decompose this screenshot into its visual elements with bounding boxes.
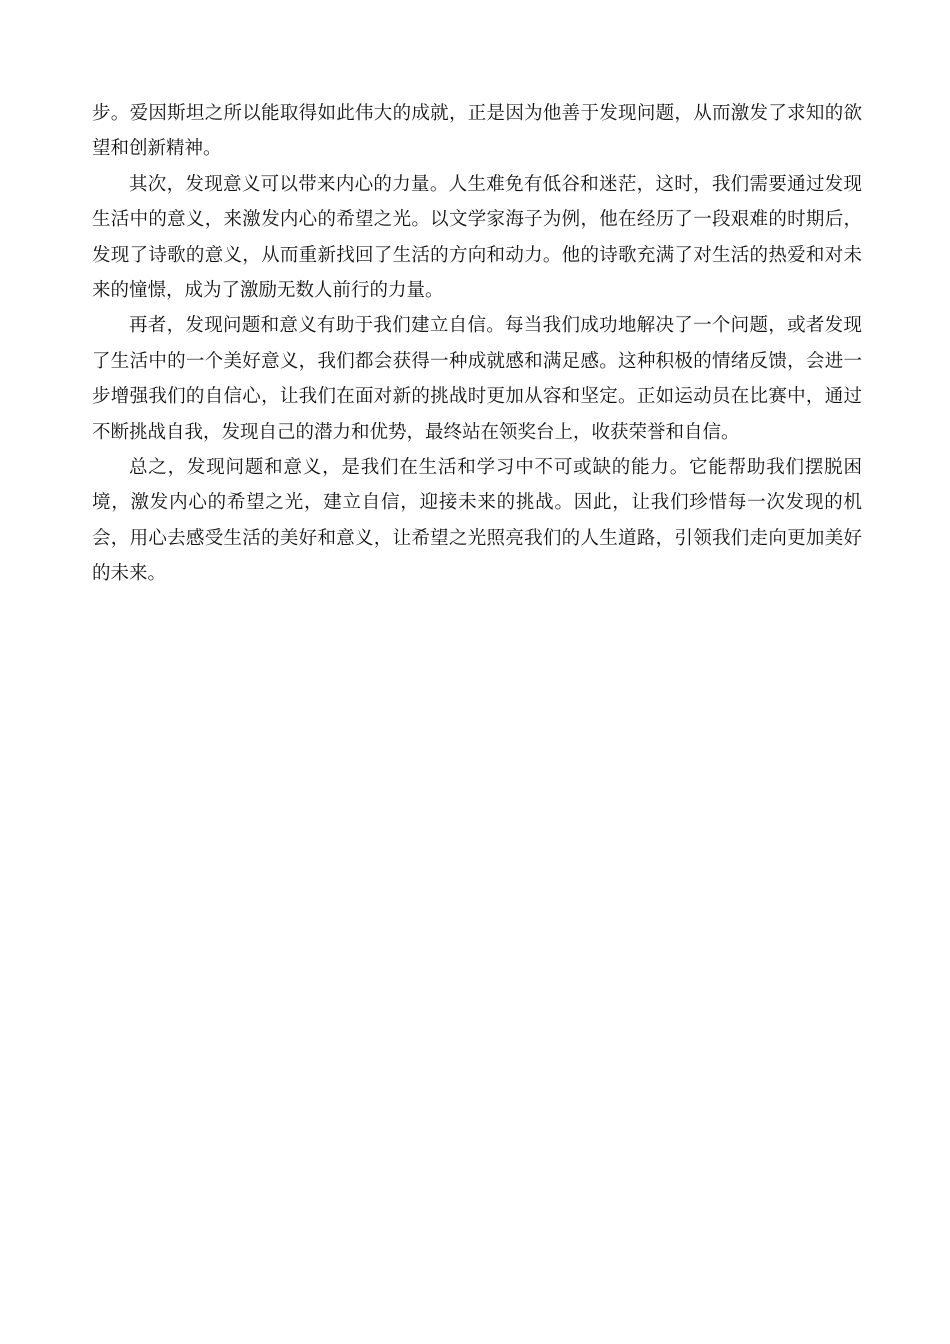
document-body [92, 96, 862, 592]
paragraph-confidence: 再者，发现问题和意义有助于我们建立自信。每当我们成功地解决了一个问题，或者发现了生活中的一个美好意义，我们都会获得一种成就感和满足感。这种积极的情绪反馈，会进一步增强我们的自信心，让我们在面对新的挑战时更加从容和坚定。正如运动员在比赛中，通过不断挑战自我，发现自己的潜力和优势，最终站在领奖台上，收获荣誉和自信。 [92, 315, 862, 443]
paragraph-continuation: 步。爱因斯坦之所以能取得如此伟大的成就，正是因为他善于发现问题，从而激发了求知的欲望和创新精神。 [92, 103, 862, 160]
paragraph-conclusion: 总之，发现问题和意义，是我们在生活和学习中不可或缺的能力。它能帮助我们摆脱困境，激发内心的希望之光，建立自信，迎接未来的挑战。因此，让我们珍惜每一次发现的机会，用心去感受生活的美好和意义，让希望之光照亮我们的人生道路，引领我们走向更加美好的未来。 [92, 457, 862, 585]
paragraph-meaning-strength: 其次，发现意义可以带来内心的力量。人生难免有低谷和迷茫，这时，我们需要通过发现生活中的意义，来激发内心的希望之光。以文学家海子为例，他在经历了一段艰难的时期后，发现了诗歌的意义，从而重新找回了生活的方向和动力。他的诗歌充满了对生活的热爱和对未来的憧憬，成为了激励无数人前行的力量。 [92, 173, 862, 302]
